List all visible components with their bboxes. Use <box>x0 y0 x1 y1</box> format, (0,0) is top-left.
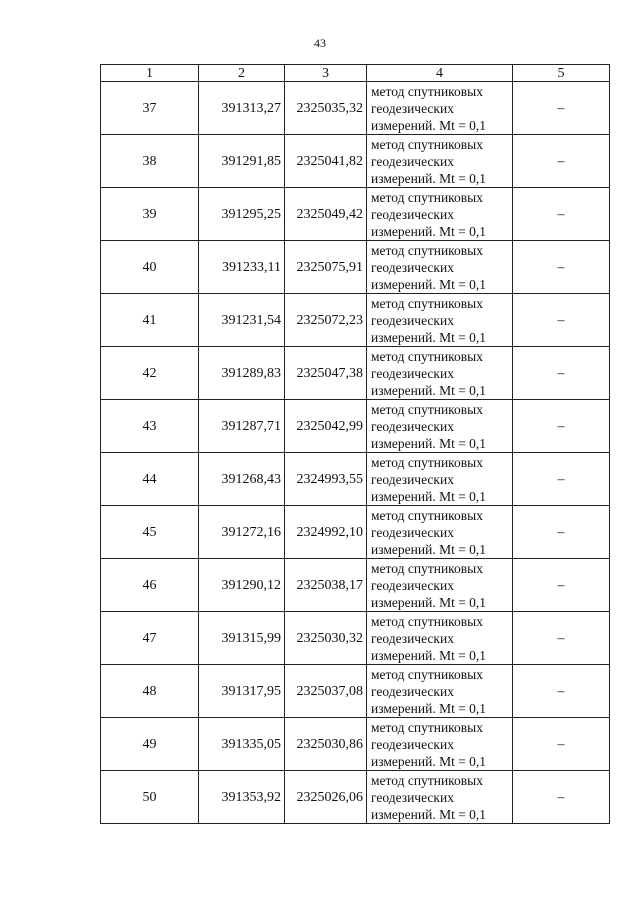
coordinate-y-cell: 2325072,23 <box>285 294 367 347</box>
coordinate-y-cell: 2325035,32 <box>285 82 367 135</box>
method-line: геодезических <box>371 365 454 381</box>
method-cell <box>367 718 513 771</box>
method-line: измерений. Mt = 0,1 <box>371 488 487 504</box>
note-cell: – <box>513 453 610 506</box>
method-line: геодезических <box>371 524 454 540</box>
method-line: измерений. Mt = 0,1 <box>371 541 487 557</box>
method-line: метод спутниковых <box>371 454 483 470</box>
table-row <box>101 718 610 771</box>
coordinate-x-cell: 391268,43 <box>199 453 285 506</box>
method-line: измерений. Mt = 0,1 <box>371 276 487 292</box>
method-line: измерений. Mt = 0,1 <box>371 806 487 822</box>
point-number-cell: 46 <box>101 559 199 612</box>
note-cell: – <box>513 241 610 294</box>
coordinate-x-cell: 391290,12 <box>199 559 285 612</box>
coordinate-y-cell: 2325038,17 <box>285 559 367 612</box>
table-body <box>101 82 610 824</box>
point-number-cell: 47 <box>101 612 199 665</box>
method-line: измерений. Mt = 0,1 <box>371 223 487 239</box>
table-row <box>101 347 610 400</box>
coordinate-x-cell: 391353,92 <box>199 771 285 824</box>
coordinate-y-cell: 2325026,06 <box>285 771 367 824</box>
method-line: метод спутниковых <box>371 401 483 417</box>
method-line: метод спутниковых <box>371 136 483 152</box>
method-line: метод спутниковых <box>371 560 483 576</box>
coordinate-x-cell: 391231,54 <box>199 294 285 347</box>
method-cell <box>367 665 513 718</box>
note-cell: – <box>513 135 610 188</box>
note-cell: – <box>513 612 610 665</box>
coordinate-y-cell: 2325030,86 <box>285 718 367 771</box>
method-cell <box>367 506 513 559</box>
method-line: метод спутниковых <box>371 507 483 523</box>
header-col-2: 2 <box>199 65 285 82</box>
method-line: геодезических <box>371 789 454 805</box>
method-line: геодезических <box>371 418 454 434</box>
method-line: геодезических <box>371 577 454 593</box>
method-line: геодезических <box>371 471 454 487</box>
method-line: измерений. Mt = 0,1 <box>371 435 487 451</box>
header-col-3: 3 <box>285 65 367 82</box>
point-number-cell: 50 <box>101 771 199 824</box>
table-row <box>101 241 610 294</box>
table-row <box>101 612 610 665</box>
method-line: измерений. Mt = 0,1 <box>371 594 487 610</box>
method-line: метод спутниковых <box>371 666 483 682</box>
method-line: измерений. Mt = 0,1 <box>371 329 487 345</box>
method-cell <box>367 347 513 400</box>
method-cell <box>367 771 513 824</box>
method-line: метод спутниковых <box>371 772 483 788</box>
method-cell <box>367 135 513 188</box>
table-row <box>101 188 610 241</box>
point-number-cell: 37 <box>101 82 199 135</box>
table-row <box>101 453 610 506</box>
coordinate-x-cell: 391313,27 <box>199 82 285 135</box>
method-cell <box>367 453 513 506</box>
point-number-cell: 44 <box>101 453 199 506</box>
method-cell <box>367 82 513 135</box>
header-col-5: 5 <box>513 65 610 82</box>
note-cell: – <box>513 294 610 347</box>
method-line: геодезических <box>371 259 454 275</box>
point-number-cell: 48 <box>101 665 199 718</box>
table-row <box>101 82 610 135</box>
table-row <box>101 294 610 347</box>
method-line: измерений. Mt = 0,1 <box>371 170 487 186</box>
table-row <box>101 400 610 453</box>
method-line: геодезических <box>371 683 454 699</box>
point-number-cell: 39 <box>101 188 199 241</box>
coordinate-y-cell: 2325041,82 <box>285 135 367 188</box>
method-line: геодезических <box>371 153 454 169</box>
method-line: метод спутниковых <box>371 295 483 311</box>
header-col-4: 4 <box>367 65 513 82</box>
note-cell: – <box>513 718 610 771</box>
table-row <box>101 135 610 188</box>
method-cell <box>367 241 513 294</box>
note-cell: – <box>513 188 610 241</box>
method-line: измерений. Mt = 0,1 <box>371 647 487 663</box>
coordinate-y-cell: 2325042,99 <box>285 400 367 453</box>
coordinate-x-cell: 391287,71 <box>199 400 285 453</box>
page-number: 43 <box>314 36 326 50</box>
method-line: метод спутниковых <box>371 613 483 629</box>
point-number-cell: 41 <box>101 294 199 347</box>
method-line: измерений. Mt = 0,1 <box>371 117 487 133</box>
header-col-1: 1 <box>101 65 199 82</box>
coordinate-y-cell: 2324993,55 <box>285 453 367 506</box>
point-number-cell: 40 <box>101 241 199 294</box>
coordinate-x-cell: 391291,85 <box>199 135 285 188</box>
method-line: геодезических <box>371 206 454 222</box>
coordinate-y-cell: 2325049,42 <box>285 188 367 241</box>
coordinate-y-cell: 2325030,32 <box>285 612 367 665</box>
coordinate-y-cell: 2325037,08 <box>285 665 367 718</box>
table-row <box>101 665 610 718</box>
coordinates-table <box>100 64 610 824</box>
coordinate-x-cell: 391233,11 <box>199 241 285 294</box>
method-line: геодезических <box>371 100 454 116</box>
method-line: метод спутниковых <box>371 83 483 99</box>
note-cell: – <box>513 665 610 718</box>
method-line: геодезических <box>371 312 454 328</box>
method-line: измерений. Mt = 0,1 <box>371 753 487 769</box>
point-number-cell: 38 <box>101 135 199 188</box>
method-line: геодезических <box>371 736 454 752</box>
note-cell: – <box>513 771 610 824</box>
method-cell <box>367 612 513 665</box>
coordinate-y-cell: 2325075,91 <box>285 241 367 294</box>
point-number-cell: 45 <box>101 506 199 559</box>
coordinate-x-cell: 391289,83 <box>199 347 285 400</box>
method-cell <box>367 188 513 241</box>
coordinate-x-cell: 391315,99 <box>199 612 285 665</box>
note-cell: – <box>513 400 610 453</box>
note-cell: – <box>513 559 610 612</box>
table-row <box>101 559 610 612</box>
method-cell <box>367 559 513 612</box>
coordinate-x-cell: 391317,95 <box>199 665 285 718</box>
note-cell: – <box>513 82 610 135</box>
table-row <box>101 506 610 559</box>
table-header <box>101 65 610 82</box>
method-line: метод спутниковых <box>371 719 483 735</box>
coordinate-x-cell: 391295,25 <box>199 188 285 241</box>
point-number-cell: 43 <box>101 400 199 453</box>
method-cell <box>367 400 513 453</box>
point-number-cell: 42 <box>101 347 199 400</box>
coordinate-x-cell: 391272,16 <box>199 506 285 559</box>
method-line: метод спутниковых <box>371 242 483 258</box>
coordinate-y-cell: 2325047,38 <box>285 347 367 400</box>
coordinate-y-cell: 2324992,10 <box>285 506 367 559</box>
table-row <box>101 771 610 824</box>
note-cell: – <box>513 347 610 400</box>
note-cell: – <box>513 506 610 559</box>
header-row <box>101 65 610 82</box>
method-line: геодезических <box>371 630 454 646</box>
method-line: измерений. Mt = 0,1 <box>371 382 487 398</box>
point-number-cell: 49 <box>101 718 199 771</box>
method-cell <box>367 294 513 347</box>
method-line: метод спутниковых <box>371 348 483 364</box>
method-line: метод спутниковых <box>371 189 483 205</box>
coordinate-x-cell: 391335,05 <box>199 718 285 771</box>
method-line: измерений. Mt = 0,1 <box>371 700 487 716</box>
